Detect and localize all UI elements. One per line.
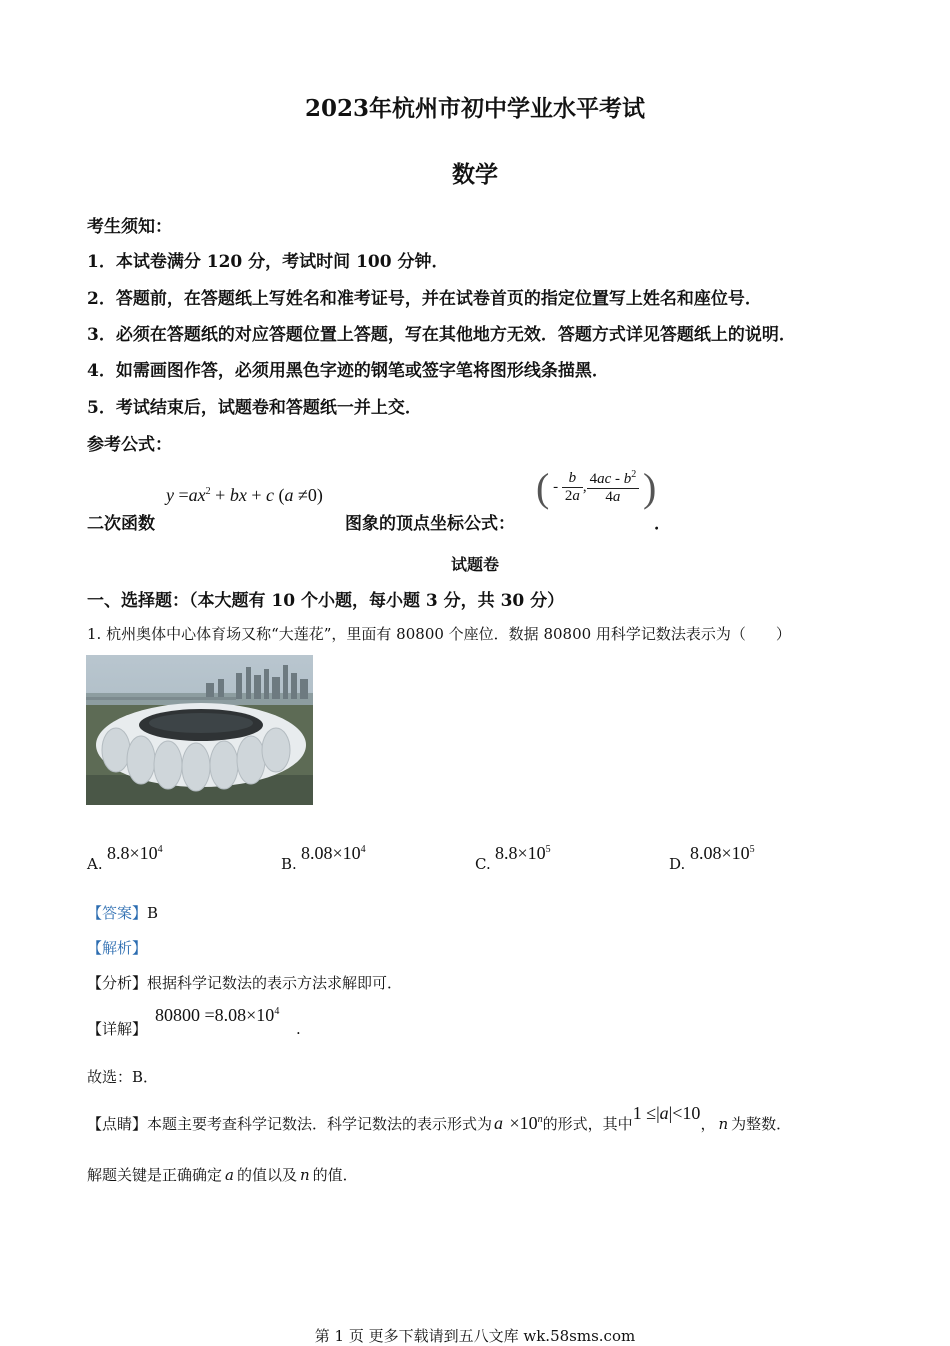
section-heading: 一、选择题：（本大题有 10 个小题，每小题 3 分，共 30 分） bbox=[87, 591, 565, 611]
answer-line bbox=[87, 902, 158, 923]
paper-label: 试题卷 bbox=[450, 555, 499, 574]
formula-heading: 参考公式： bbox=[87, 435, 172, 455]
option-c-label: C. bbox=[475, 855, 491, 873]
notice-heading: 考生须知： bbox=[87, 217, 172, 237]
formula-end: ． bbox=[654, 514, 671, 534]
subject-title: 数学 bbox=[452, 161, 498, 188]
stadium-photo bbox=[86, 655, 313, 805]
detail-end: . bbox=[296, 1020, 301, 1038]
option-d-value: $8.08\times 10^5$ bbox=[690, 843, 755, 863]
notice-item: 4．如需画图作答，必须用黑色字迹的钢笔或签字笔将图形线条描黑． bbox=[87, 361, 609, 381]
formula-prefix: 二次函数 bbox=[87, 514, 155, 534]
analysis-tag: 【解析】 bbox=[87, 939, 148, 957]
exam-title: 2023年杭州市初中学业水平考试 bbox=[304, 95, 645, 122]
notice-item: 2．答题前，在答题纸上写姓名和准考证号，并在试卷首页的指定位置写上姓名和座位号． bbox=[87, 289, 762, 309]
notice-item: 5．考试结束后，试题卷和答题纸一并上交． bbox=[87, 398, 422, 418]
answer-value: B bbox=[147, 904, 159, 922]
question-stem: 1. 杭州奥体中心体育场又称“大莲花”，里面有 80800 个座位．数据 80800 用科学记数法表示为（ ） bbox=[87, 625, 791, 643]
quadratic-function-formula: $y =ax^2$ + bx + c (a ≠0) bbox=[166, 485, 323, 505]
vertex-formula: ( - $\frac{b}{2a}$ , $\frac{4ac - b^2}{4a}$ ) bbox=[536, 465, 657, 510]
option-a-label: A. bbox=[87, 855, 103, 873]
key-point-cont: 解题关键是正确确定 a 的值以及 n 的值． bbox=[87, 1166, 358, 1184]
option-b-value: $8.08\times 10^4$ bbox=[301, 843, 366, 863]
option-d-label: D. bbox=[669, 855, 686, 873]
option-b-label: B. bbox=[281, 855, 297, 873]
notice-item: 3．必须在答题纸的对应答题位置上答题，写在其他地方无效．答题方式详见答题纸上的说明． bbox=[87, 325, 796, 345]
page-footer: 第 1 页 更多下载请到五八文库 wk.58sms.com bbox=[314, 1327, 636, 1345]
detail-tag: 【详解】 bbox=[87, 1020, 148, 1038]
choose-text: 故选：B． bbox=[87, 1068, 159, 1086]
answer-tag: 【答案】 bbox=[87, 904, 148, 922]
option-a-value: $8.8\times 10^4$ bbox=[107, 843, 163, 863]
formula-middle: 图象的顶点坐标公式： bbox=[345, 514, 515, 534]
option-c-value: $8.8\times 10^5$ bbox=[495, 843, 551, 863]
key-point: 【点睛】本题主要考查科学记数法．科学记数法的表示形式为 $a \times 10^n$的形式，其中1 ≤|a|<10， n 为整数． bbox=[87, 1103, 792, 1133]
notice-item: 1．本试卷满分 120 分，考试时间 100 分钟． bbox=[87, 252, 449, 272]
analysis-text: 【分析】根据科学记数法的表示方法求解即可． bbox=[87, 974, 403, 992]
detail-expression: $80800 =8.08\times 10^4$ bbox=[155, 1005, 280, 1025]
